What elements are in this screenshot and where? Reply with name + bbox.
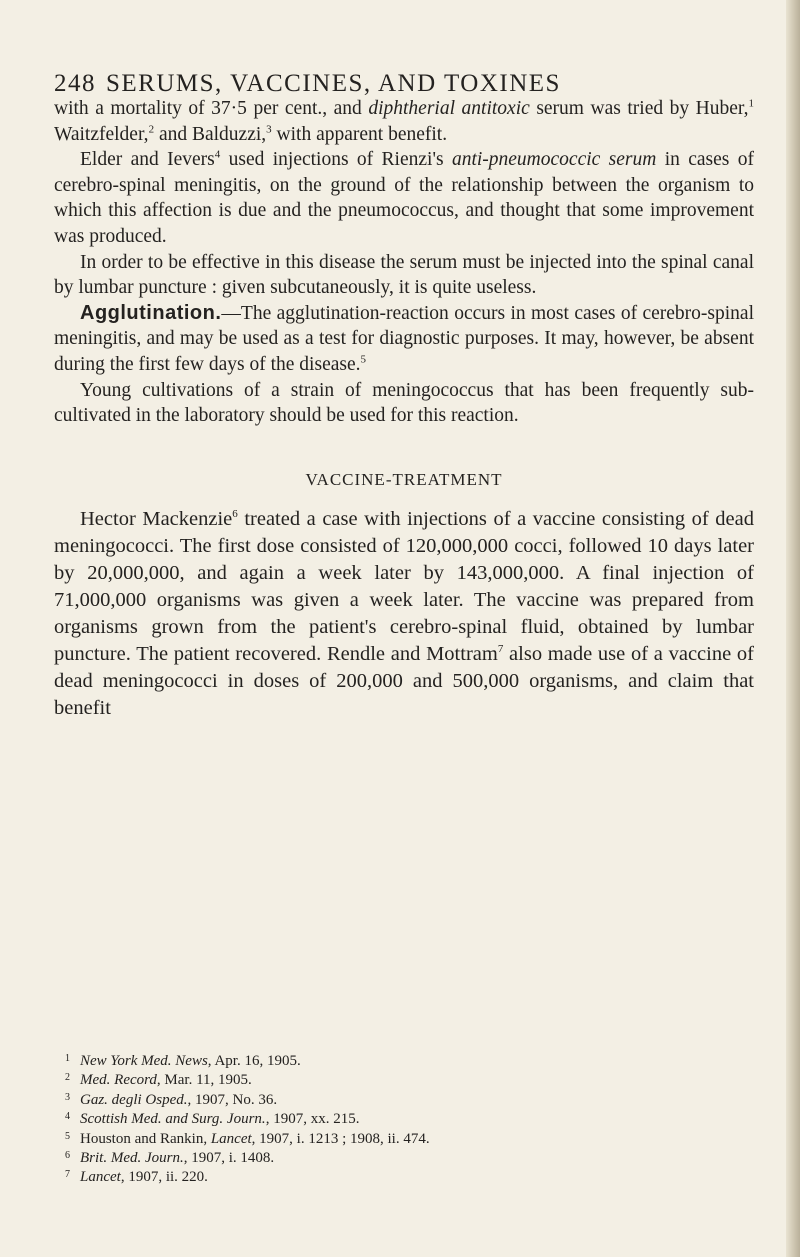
paragraph-3: In order to be effective in this disease the serum must be injected into the spinal canal by lumbar puncture : given subcutaneously, it is quite useless. — [54, 251, 754, 299]
page-edge-shadow — [786, 0, 800, 1257]
footnote-ref: 6 — [232, 508, 238, 521]
text-run: with a mortality of 37·5 per cent., and — [54, 98, 369, 119]
text-run: also made use of a vaccine of dead meningococci in doses of 200,000 and 500,000 organisms, and claim that benefit — [54, 643, 754, 720]
footnote-source: Brit. Med. Journ. — [80, 1150, 184, 1167]
text-run: Elder and Ievers — [80, 149, 215, 171]
section-heading: VACCINE-TREATMENT — [305, 469, 503, 489]
footnote-number: 7 — [65, 1169, 70, 1181]
paragraph-1 — [54, 96, 754, 147]
footnote-source: Med. Record — [80, 1072, 157, 1089]
text-run: and Balduzzi, — [154, 123, 267, 145]
run-in-heading: Agglutination. — [80, 301, 222, 324]
footnote-ref: 1 — [748, 97, 754, 110]
footnote-text: , 1907, i. 1213 ; 1908, ii. 474. — [251, 1130, 430, 1147]
footnote-text: , Apr. 16, 1905. — [207, 1053, 301, 1069]
footnote — [54, 1052, 754, 1071]
italic-term: diphtherial antitoxic — [368, 98, 530, 119]
footnote-text: , Mar. 11, 1905. — [156, 1072, 252, 1089]
footnote — [54, 1149, 754, 1168]
text-run: used injections of Rienzi's — [220, 149, 452, 171]
footnote-ref: 2 — [148, 123, 155, 136]
footnotes — [54, 1052, 754, 1188]
running-title: SERUMS, VACCINES, AND TOXINES — [106, 70, 561, 97]
footnote-ref: 5 — [360, 353, 366, 366]
footnote-number: 5 — [65, 1130, 70, 1142]
text-run: Hector Mackenzie — [80, 508, 233, 531]
paragraph-6 — [54, 506, 754, 722]
footnote — [54, 1091, 754, 1110]
footnote-number: 6 — [65, 1150, 70, 1162]
text-run: Waitzfelder, — [54, 123, 149, 145]
footnote-source: Lancet — [80, 1169, 121, 1186]
footnote-ref: 7 — [497, 643, 504, 656]
footnote — [54, 1110, 754, 1129]
text-run: in cases of cerebro-spinal meningitis, on the ground of the relationship between the organism to which this affection is due and the pneumococcus, and thought that some improvement was produced. — [54, 149, 754, 247]
footnote-source: Scottish Med. and Surg. Journ. — [80, 1111, 266, 1128]
footnote-ref: 3 — [266, 123, 272, 136]
paragraph-4 — [54, 301, 754, 378]
text-run: treated a case with injections of a vaccine consisting of dead meningococci. The first dose consisted of 120,000,000 cocci, followed 10 days later by 20,000,000, and again a week later by 143,000,000. A final injection of 71,000,000 organisms was given a week later. The vaccine was prepared from organisms grown from the patient's cerebro-spinal fluid, obtained by lumbar puncture. The patient recovered. Rendle and Mottram — [54, 508, 754, 666]
italic-term: anti-pneumococcic serum — [451, 149, 657, 171]
footnote — [54, 1168, 754, 1187]
footnote-authors: Houston and Rankin, — [80, 1130, 211, 1147]
footnote-number: 4 — [65, 1111, 70, 1123]
text-run: with apparent benefit. — [271, 123, 448, 145]
page-number: 248 — [54, 70, 96, 97]
footnote-number: 3 — [65, 1091, 70, 1103]
body-text — [54, 96, 754, 722]
footnote-source: New York Med. News — [80, 1053, 208, 1069]
footnote-number: 1 — [65, 1053, 70, 1064]
footnote — [54, 1130, 754, 1149]
footnote-text: , 1907, xx. 215. — [265, 1111, 360, 1128]
footnote-text: , 1907, No. 36. — [187, 1091, 278, 1108]
footnote-text: , 1907, i. 1408. — [183, 1150, 275, 1167]
footnote — [54, 1071, 754, 1090]
text-run: serum was tried by Huber, — [529, 98, 749, 119]
footnote-source: Gaz. degli Osped. — [80, 1091, 188, 1108]
footnote-number: 2 — [65, 1072, 70, 1084]
paragraph-2 — [54, 147, 754, 249]
footnote-ref: 4 — [214, 148, 221, 161]
footnote-text: , 1907, ii. 220. — [120, 1169, 208, 1186]
footnote-source: Lancet — [210, 1130, 252, 1147]
paragraph-5: Young cultivations of a strain of meningococcus that has been frequently sub-cultivated in the laboratory should be used for this reaction. — [54, 379, 754, 427]
text-run: —The agglutination-reaction occurs in most cases of cerebro-spinal meningitis, and may be used as a test for diagnostic purposes. It may, however, be absent during the first few days of the disease. — [54, 302, 754, 375]
